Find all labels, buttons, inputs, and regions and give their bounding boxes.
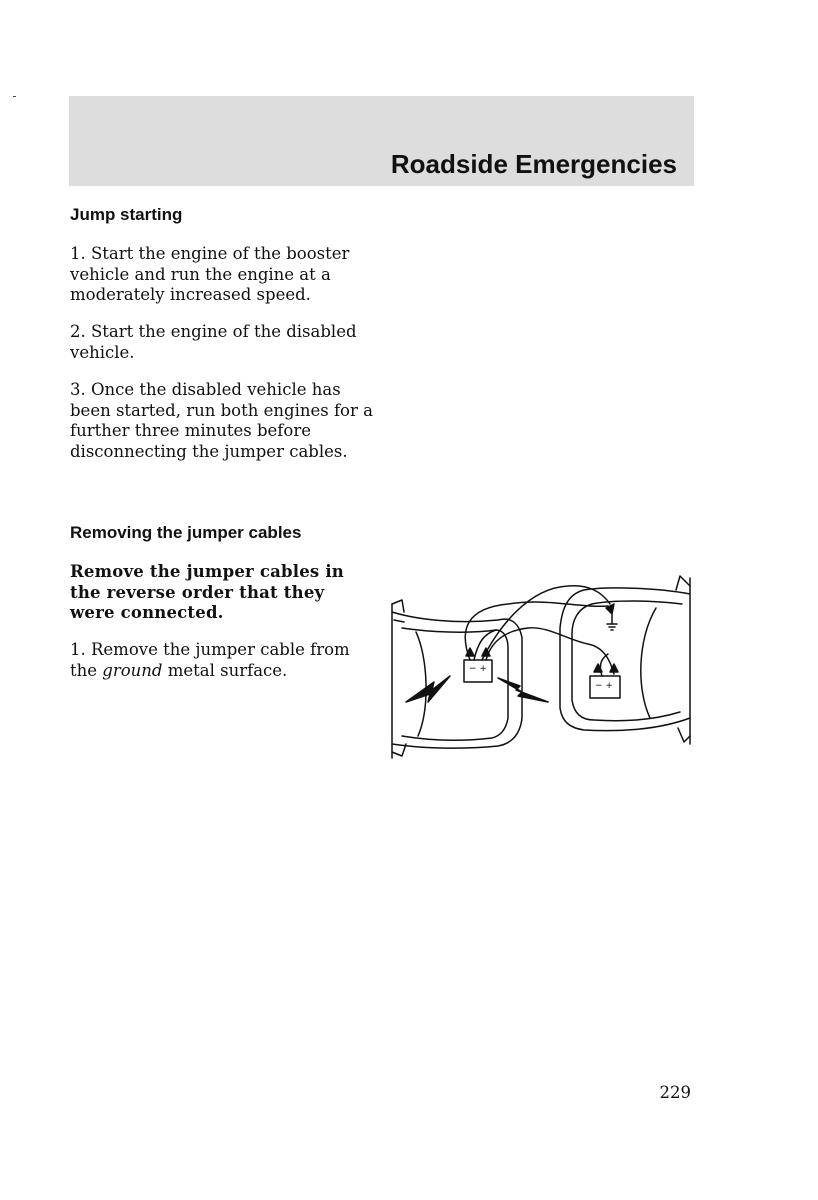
remove-step-1-prefix: 1. Remove the jumper cable from the bbox=[70, 640, 350, 680]
booster-battery-terminals: − + bbox=[469, 664, 487, 674]
page-number: 229 bbox=[659, 1083, 691, 1102]
section-heading-removing-cables: Removing the jumper cables bbox=[70, 523, 302, 542]
section-heading-jump-starting: Jump starting bbox=[70, 205, 183, 224]
booster-battery bbox=[464, 660, 492, 682]
disabled-battery bbox=[590, 676, 620, 698]
step-3-paragraph: 3. Once the disabled vehicle has been started, run both engines for a further three minutes before disconnecting the jumper cables. bbox=[70, 380, 373, 461]
chapter-title: Roadside Emergencies bbox=[390, 149, 677, 179]
ground-symbol bbox=[607, 614, 617, 630]
step-1-paragraph: 1. Start the engine of the booster vehicle and run the engine at a moderately increased speed. bbox=[70, 244, 350, 304]
step-2-paragraph: 2. Start the engine of the disabled vehicle. bbox=[70, 322, 357, 362]
remove-step-1-emphasis: ground bbox=[102, 660, 163, 680]
corner-mark bbox=[13, 96, 16, 97]
chapter-header bbox=[69, 96, 694, 186]
remove-step-1-paragraph bbox=[70, 640, 370, 681]
disabled-battery-terminals: − + bbox=[595, 681, 613, 691]
disabled-vehicle-drawing bbox=[560, 576, 690, 744]
remove-step-1-suffix: metal surface. bbox=[162, 660, 288, 680]
warning-paragraph: Remove the jumper cables in the reverse order that they were connected. bbox=[70, 562, 345, 622]
jumper-cables-illustration bbox=[388, 568, 694, 766]
